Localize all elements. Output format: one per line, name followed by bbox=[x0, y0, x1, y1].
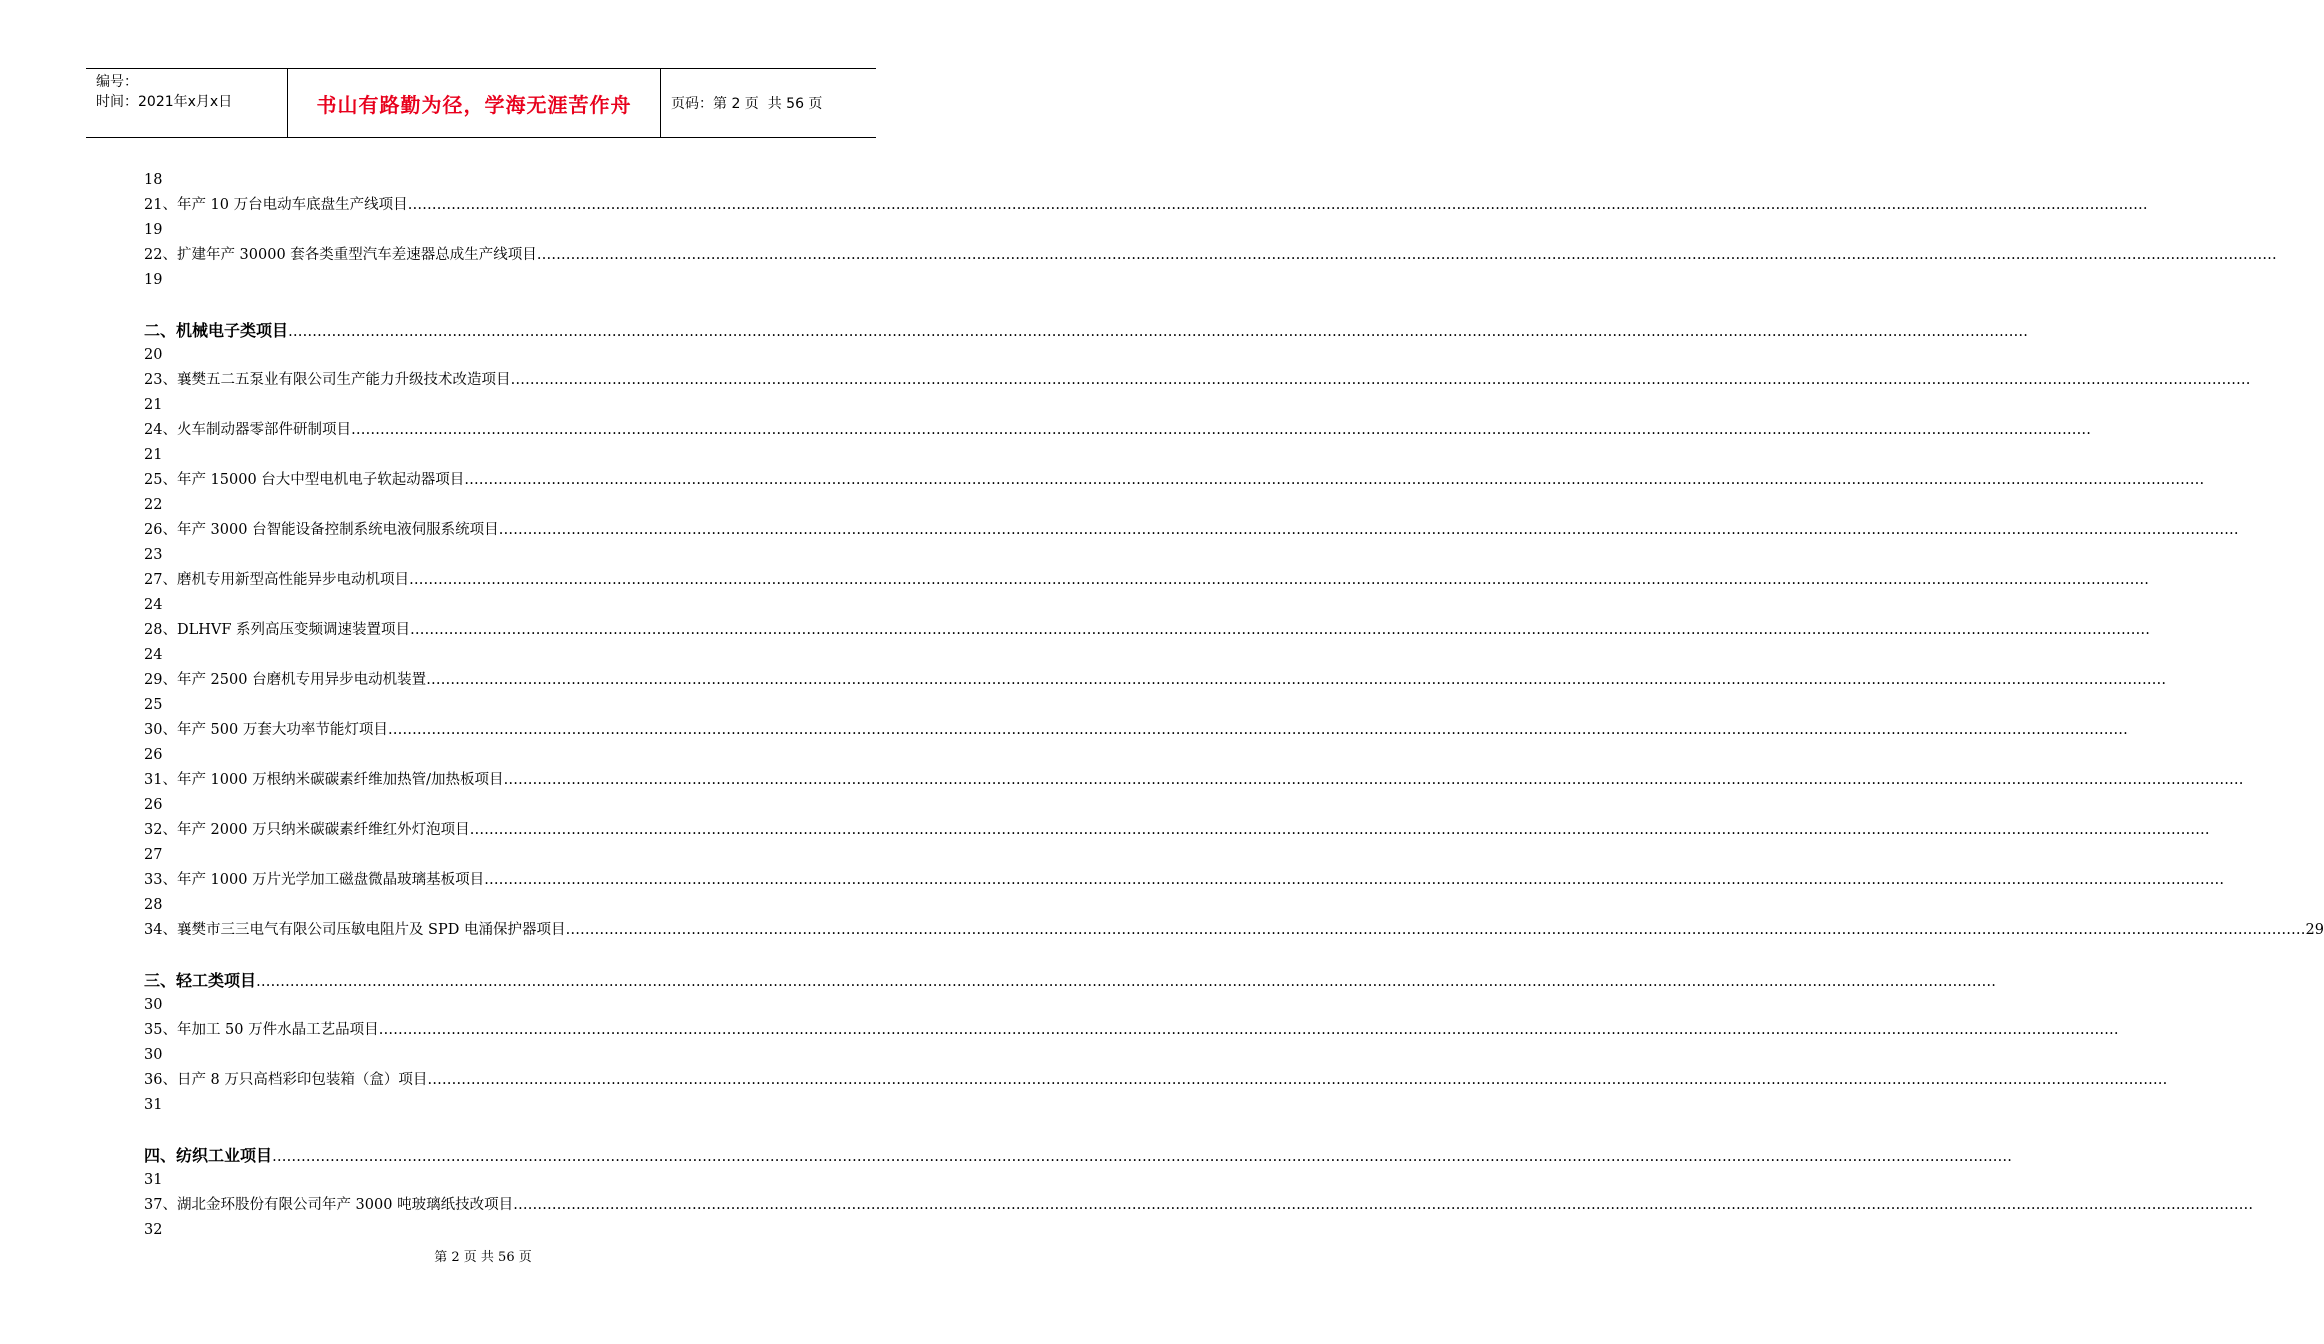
toc-page-number: 20 bbox=[144, 347, 163, 363]
toc-page-number: 25 bbox=[144, 697, 163, 713]
toc-entry-title: 30、年产 500 万套大功率节能灯项目 bbox=[144, 722, 388, 738]
leader-dots: ……………………………………………………………………………………………………………………………………………………………………………………………………………………………………………………………………………………………………………………………… bbox=[464, 472, 2205, 488]
header-page-cell bbox=[661, 69, 876, 137]
leader-dots: ……………………………………………………………………………………………………………………………………………………………………………………………………………………………………………………………………………………………………………………………… bbox=[427, 1072, 2168, 1088]
toc-page-number: 32 bbox=[144, 1222, 163, 1238]
toc-entry bbox=[144, 243, 2277, 268]
page-footer: 第 2 页 共 56 页 bbox=[434, 1250, 532, 1265]
toc-entry bbox=[144, 668, 2167, 693]
time-label: 时间：2021年x月x日 bbox=[96, 94, 233, 110]
toc-page-number: 19 bbox=[144, 272, 163, 288]
toc-entry-title: 37、湖北金环股份有限公司年产 3000 吨玻璃纸技改项目 bbox=[144, 1197, 514, 1213]
toc-section bbox=[144, 318, 2029, 343]
toc-entry bbox=[144, 368, 2251, 393]
leader-dots: ……………………………………………………………………………………………………………………………………………………………………………………………………………………………………………………………………………………………………………………………… bbox=[498, 522, 2239, 538]
toc-entry bbox=[144, 868, 2225, 893]
toc-entry bbox=[144, 468, 2205, 493]
toc-entry-title: 29、年产 2500 台磨机专用异步电动机装置 bbox=[144, 672, 427, 688]
leader-dots: ……………………………………………………………………………………………………………………………………………………………………………………………………………………………………………………………………………………………………………………………… bbox=[565, 922, 2306, 938]
toc-page-number: 21 bbox=[144, 397, 163, 413]
leader-dots: ……………………………………………………………………………………………………………………………………………………………………………………………………………………………………………………………………………………………………………………………… bbox=[407, 197, 2148, 213]
toc-page-number: 30 bbox=[144, 1047, 163, 1063]
toc-entry bbox=[144, 568, 2149, 593]
toc-entry bbox=[144, 1068, 2168, 1093]
toc-entry-title: 36、日产 8 万只高档彩印包装箱（盒）项目 bbox=[144, 1072, 428, 1088]
toc-entry bbox=[144, 818, 2210, 843]
toc-entry-title: 24、火车制动器零部件研制项目 bbox=[144, 422, 351, 438]
leader-dots: ……………………………………………………………………………………………………………………………………………………………………………………………………………………………………………………………………………………………………………………………… bbox=[410, 622, 2150, 638]
motto-text: 书山有路勤为径，学海无涯苦作舟 bbox=[316, 92, 632, 117]
toc-page-number: 23 bbox=[144, 547, 163, 563]
leader-dots: ……………………………………………………………………………………………………………………………………………………………………………………………………………………………………………………………………………………………………………………………… bbox=[408, 572, 2149, 588]
toc-page-number: 21 bbox=[144, 447, 163, 463]
leader-dots: ……………………………………………………………………………………………………………………………………………………………………………………………………………………………………………………………………………………………………………………………… bbox=[350, 422, 2091, 438]
toc-section bbox=[144, 1143, 2013, 1168]
toc-page-number: 26 bbox=[144, 747, 163, 763]
toc-entry-title: 35、年加工 50 万件水晶工艺品项目 bbox=[144, 1022, 379, 1038]
toc-entry-title: 22、扩建年产 30000 套各类重型汽车差速器总成生产线项目 bbox=[144, 247, 537, 263]
toc-page-number: 24 bbox=[144, 597, 163, 613]
toc-page-number: 28 bbox=[144, 897, 163, 913]
leader-dots: ……………………………………………………………………………………………………………………………………………………………………………………………………………………………………………………………………………………………………………………………… bbox=[272, 1149, 2013, 1165]
toc-entry-title: 33、年产 1000 万片光学加工磁盘微晶玻璃基板项目 bbox=[144, 872, 485, 888]
header-motto-cell bbox=[288, 69, 661, 137]
toc-page-number: 22 bbox=[144, 497, 163, 513]
toc-entry bbox=[144, 768, 2244, 793]
toc-entry bbox=[144, 718, 2128, 743]
toc-page-number: 27 bbox=[144, 847, 163, 863]
toc-entry-title: 25、年产 15000 台大中型电机电子软起动器项目 bbox=[144, 472, 465, 488]
leader-dots: ……………………………………………………………………………………………………………………………………………………………………………………………………………………………………………………………………………………………………………………………… bbox=[484, 872, 2225, 888]
leader-dots: ……………………………………………………………………………………………………………………………………………………………………………………………………………………………………………………………………………………………………………………………… bbox=[536, 247, 2277, 263]
toc-entry-title: 28、DLHVF 系列高压变频调速装置项目 bbox=[144, 622, 410, 638]
toc-entry bbox=[144, 1193, 2254, 1218]
toc-entry bbox=[144, 193, 2148, 218]
leader-dots: ……………………………………………………………………………………………………………………………………………………………………………………………………………………………………………………………………………………………………………………………… bbox=[387, 722, 2128, 738]
toc-entry bbox=[144, 1018, 2119, 1043]
toc-page-number: 19 bbox=[144, 222, 163, 238]
document-header bbox=[86, 68, 876, 138]
toc-page-number: 31 bbox=[144, 1172, 163, 1188]
toc-entry-title: 23、襄樊五二五泵业有限公司生产能力升级技术改造项目 bbox=[144, 372, 511, 388]
toc-entry bbox=[144, 618, 2150, 643]
toc-entry-title: 32、年产 2000 万只纳米碳碳素纤维红外灯泡项目 bbox=[144, 822, 470, 838]
toc-entry-title: 31、年产 1000 万根纳米碳碳素纤维加热管/加热板项目 bbox=[144, 772, 504, 788]
toc-entry-title: 34、襄樊市三三电气有限公司压敏电阻片及 SPD 电涌保护器项目 bbox=[144, 922, 566, 938]
toc-entry bbox=[144, 518, 2239, 543]
toc-inline-page-number: 29 bbox=[2305, 922, 2324, 938]
toc-page-number: 18 bbox=[144, 172, 163, 188]
toc-page-number: 30 bbox=[144, 997, 163, 1013]
leader-dots: ……………………………………………………………………………………………………………………………………………………………………………………………………………………………………………………………………………………………………………………………… bbox=[503, 772, 2244, 788]
number-label: 编号： bbox=[96, 74, 138, 90]
toc-section-title: 四、纺织工业项目 bbox=[144, 1146, 273, 1165]
table-of-contents bbox=[144, 168, 2324, 1243]
leader-dots: ……………………………………………………………………………………………………………………………………………………………………………………………………………………………………………………………………………………………………………………………… bbox=[426, 672, 2167, 688]
toc-section-title: 二、机械电子类项目 bbox=[144, 321, 289, 340]
leader-dots: ……………………………………………………………………………………………………………………………………………………………………………………………………………………………………………………………………………………………………………………………… bbox=[513, 1197, 2254, 1213]
leader-dots: ……………………………………………………………………………………………………………………………………………………………………………………………………………………………………………………………………………………………………………………………… bbox=[510, 372, 2251, 388]
page-number-label: 页码：第 2 页 共 56 页 bbox=[671, 96, 823, 112]
header-meta-cell bbox=[86, 69, 288, 137]
toc-section-title: 三、轻工类项目 bbox=[144, 971, 257, 990]
toc-entry-title: 26、年产 3000 台智能设备控制系统电液伺服系统项目 bbox=[144, 522, 499, 538]
leader-dots: ……………………………………………………………………………………………………………………………………………………………………………………………………………………………………………………………………………………………………………………………… bbox=[378, 1022, 2119, 1038]
toc-entry bbox=[144, 918, 2324, 943]
leader-dots: ……………………………………………………………………………………………………………………………………………………………………………………………………………………………………………………………………………………………………………………………… bbox=[469, 822, 2210, 838]
toc-entry bbox=[144, 418, 2091, 443]
leader-dots: ……………………………………………………………………………………………………………………………………………………………………………………………………………………………………………………………………………………………………………………………… bbox=[256, 974, 1997, 990]
toc-page-number: 26 bbox=[144, 797, 163, 813]
toc-entry-title: 21、年产 10 万台电动车底盘生产线项目 bbox=[144, 197, 408, 213]
toc-page-number: 31 bbox=[144, 1097, 163, 1113]
leader-dots: ……………………………………………………………………………………………………………………………………………………………………………………………………………………………………………………………………………………………………………………………… bbox=[288, 324, 2029, 340]
toc-page-number: 24 bbox=[144, 647, 163, 663]
toc-entry-title: 27、磨机专用新型高性能异步电动机项目 bbox=[144, 572, 409, 588]
toc-section bbox=[144, 968, 1997, 993]
